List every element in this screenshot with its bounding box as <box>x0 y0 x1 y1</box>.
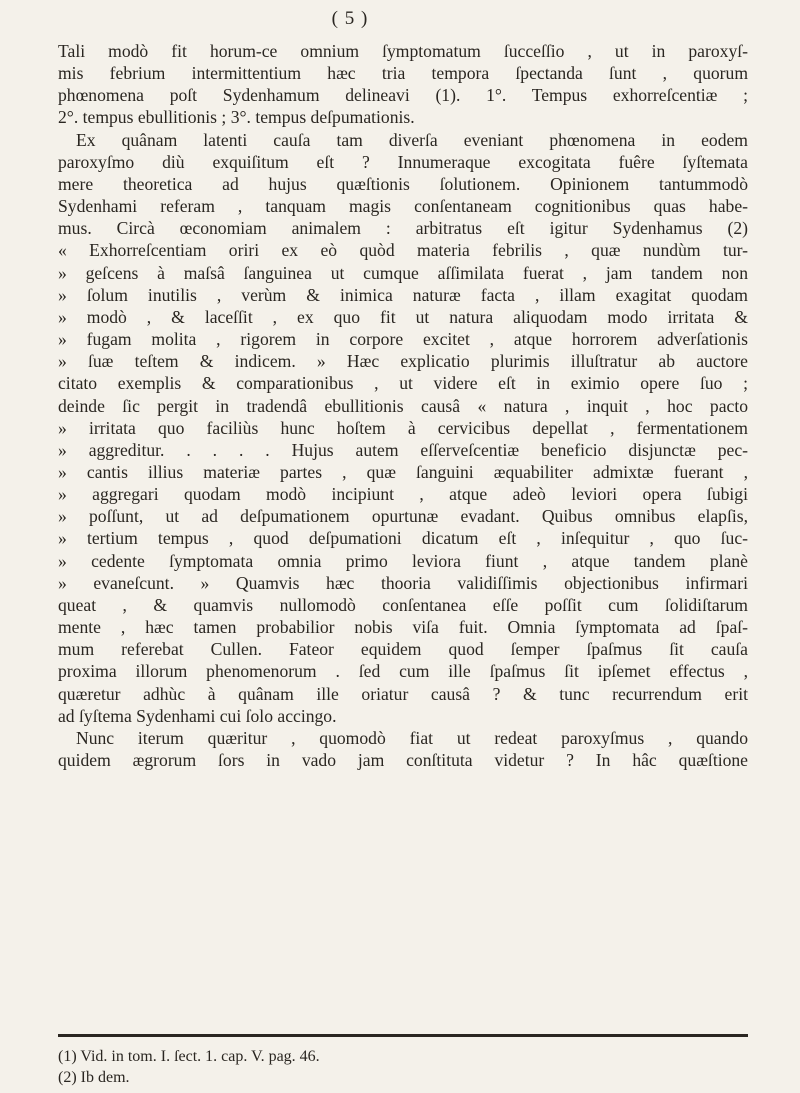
text-line: proxima illorum phenomenorum . ſed cum ille ſpaſmus ſit ipſemet effectus , <box>58 661 748 682</box>
text-line: phœnomena poſt Sydenhamum delineavi (1). 1°. Tempus exhorreſcentiæ ; <box>58 85 748 106</box>
text-line: ad ſyſtema Sydenhami cui ſolo accingo. <box>58 705 337 726</box>
text-line: » evaneſcunt. » Quamvis hæc thooria validiſſimis objectionibus infirmari <box>58 572 748 593</box>
footnote: (2) Ib dem. <box>58 1069 130 1086</box>
text-line: » poſſunt, ut ad deſpumationem opurtunæ evadant. Quibus omnibus elapſis, <box>58 506 748 527</box>
text-line: mus. Circà œconomiam animalem : arbitratus eſt igitur Sydenhamus (2) <box>58 218 748 239</box>
body-text <box>58 40 748 771</box>
text-line: » irritata quo faciliùs hunc hoſtem à cervicibus depellat , fermentationem <box>58 417 748 438</box>
text-line: » cantis illius materiæ partes , quæ ſanguini æquabiliter admixtæ fuerant , <box>58 461 748 482</box>
page-number: ( 5 ) <box>331 8 369 29</box>
text-line: « Exhorreſcentiam oriri ex eò quòd materia febrilis , quæ nundùm tur- <box>58 240 748 261</box>
text-line: citato exemplis & comparationibus , ut videre eſt in eximio opere ſuo ; <box>58 373 748 394</box>
text-line: mum referebat Cullen. Fateor equidem quod ſemper ſpaſmus ſit cauſa <box>58 639 748 660</box>
text-line: quæretur adhùc à quânam ille oriatur causâ ? & tunc recurrendum erit <box>58 683 748 704</box>
text-line: » ſolum inutilis , verùm & inimica naturæ facta , illam exagitat quodam <box>58 284 748 305</box>
text-line: Ex quânam latenti cauſa tam diverſa eveniant phœnomena in eodem <box>76 129 748 150</box>
text-line: » cedente ſymptomata omnia primo leviora fiunt , atque tandem planè <box>58 550 748 571</box>
text-line: paroxyſmo diù exquiſitum eſt ? Innumeraque excogitata fuêre ſyſtemata <box>58 151 748 172</box>
footnote: (1) Vid. in tom. I. ſect. 1. cap. V. pag. 46. <box>58 1048 320 1065</box>
text-line: » aggreditur. . . . . Hujus autem eſſerveſcentiæ beneficio disjunctæ pec- <box>58 439 748 460</box>
text-line: mis febrium intermittentium hæc tria tempora ſpectanda ſunt , quorum <box>58 63 748 84</box>
text-line: » modò , & laceſſit , ex quo fit ut natura aliquodam modo irritata & <box>58 306 748 327</box>
text-line: queat , & quamvis nullomodò conſentanea eſſe poſſit cum ſolidiſtarum <box>58 594 748 615</box>
text-line: » aggregari quodam modò incipiunt , atque adeò leviori opera ſubigi <box>58 484 748 505</box>
text-line: » tertium tempus , quod deſpumationi dicatum eſt , inſequitur , quo ſuc- <box>58 528 748 549</box>
text-line: mente , hæc tamen probabilior nobis viſa fuit. Omnia ſymptomata ad ſpaſ- <box>58 617 748 638</box>
text-line: Tali modò fit horum-ce omnium ſymptomatum ſucceſſio , ut in paroxyſ- <box>58 41 748 61</box>
text-line: » geſcens à maſsâ ſanguinea ut cumque aſſimilata fuerat , jam tandem non <box>58 262 748 283</box>
text-line: deinde ſic pergit in tradendâ ebullitionis causâ « natura , inquit , hoc pacto <box>58 395 748 416</box>
footnotes <box>58 1046 748 1088</box>
text-line: » ſuæ teſtem & indicem. » Hæc explicatio plurimis illuſtratur ab auctore <box>58 351 748 372</box>
text-line: 2°. tempus ebullitionis ; 3°. tempus deſpumationis. <box>58 107 415 128</box>
footnote-rule <box>58 1034 748 1037</box>
text-line: mere theoretica ad hujus quæſtionis ſolutionem. Opinionem tantummodò <box>58 173 748 194</box>
text-line: Sydenhami referam , tanquam magis conſentaneam cognitionibus quas habe- <box>58 196 748 217</box>
text-line: Nunc iterum quæritur , quomodò fiat ut redeat paroxyſmus , quando <box>76 727 748 748</box>
text-line: » fugam molita , rigorem in corpore excitet , atque horrorem adverſationis <box>58 329 748 350</box>
text-line: quidem ægrorum ſors in vado jam conſtituta videtur ? In hâc quæſtione <box>58 750 748 770</box>
